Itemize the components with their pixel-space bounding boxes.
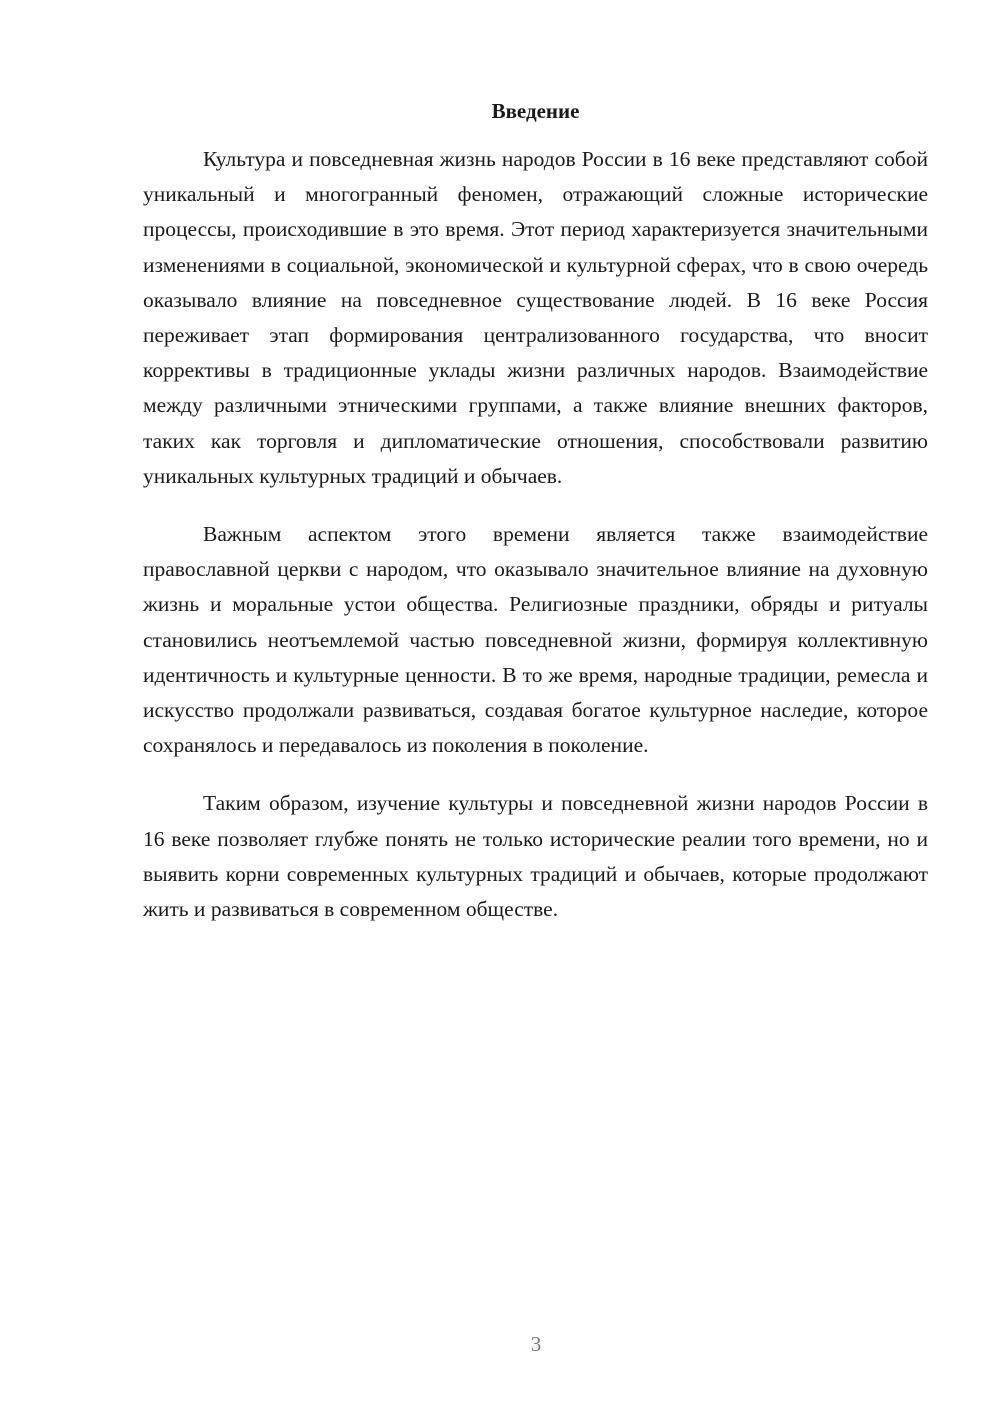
body-text: [143, 142, 928, 950]
paragraph-3: Таким образом, изучение культуры и повседневной жизни народов России в 16 веке позволяет глубже понять не только исторические реалии того времени, но и выявить корни современных культурных традиций и обычаев, которые продолжают жить и развиваться в современном обществе.: [143, 791, 928, 922]
paragraph-1: Культура и повседневная жизнь народов России в 16 веке представляют собой уникальный и многогранный феномен, отражающий сложные исторические процессы, происходившие в это время. Этот период характеризуется значительными изменениями в социальной, экономической и культурной сферах, что в свою очередь оказывало влияние на повседневное существование людей. В 16 веке Россия переживает этап формирования централизованного государства, что вносит коррективы в традиционные уклады жизни различных народов. Взаимодействие между различными этническими группами, а также влияние внешних факторов, таких как торговля и дипломатические отношения, способствовали развитию уникальных культурных традиций и обычаев.: [143, 147, 928, 488]
page-number: 3: [530, 1332, 542, 1356]
paragraph-2: Важным аспектом этого времени является также взаимодействие православной церкви с народом, что оказывало значительное влияние на духовную жизнь и моральные устои общества. Религиозные праздники, обряды и ритуалы становились неотъемлемой частью повседневной жизни, формируя коллективную идентичность и культурные ценности. В то же время, народные традиции, ремесла и искусство продолжали развиваться, создавая богатое культурное наследие, которое сохранялось и передавалось из поколения в поколение.: [143, 522, 928, 758]
section-title: Введение: [491, 99, 580, 123]
